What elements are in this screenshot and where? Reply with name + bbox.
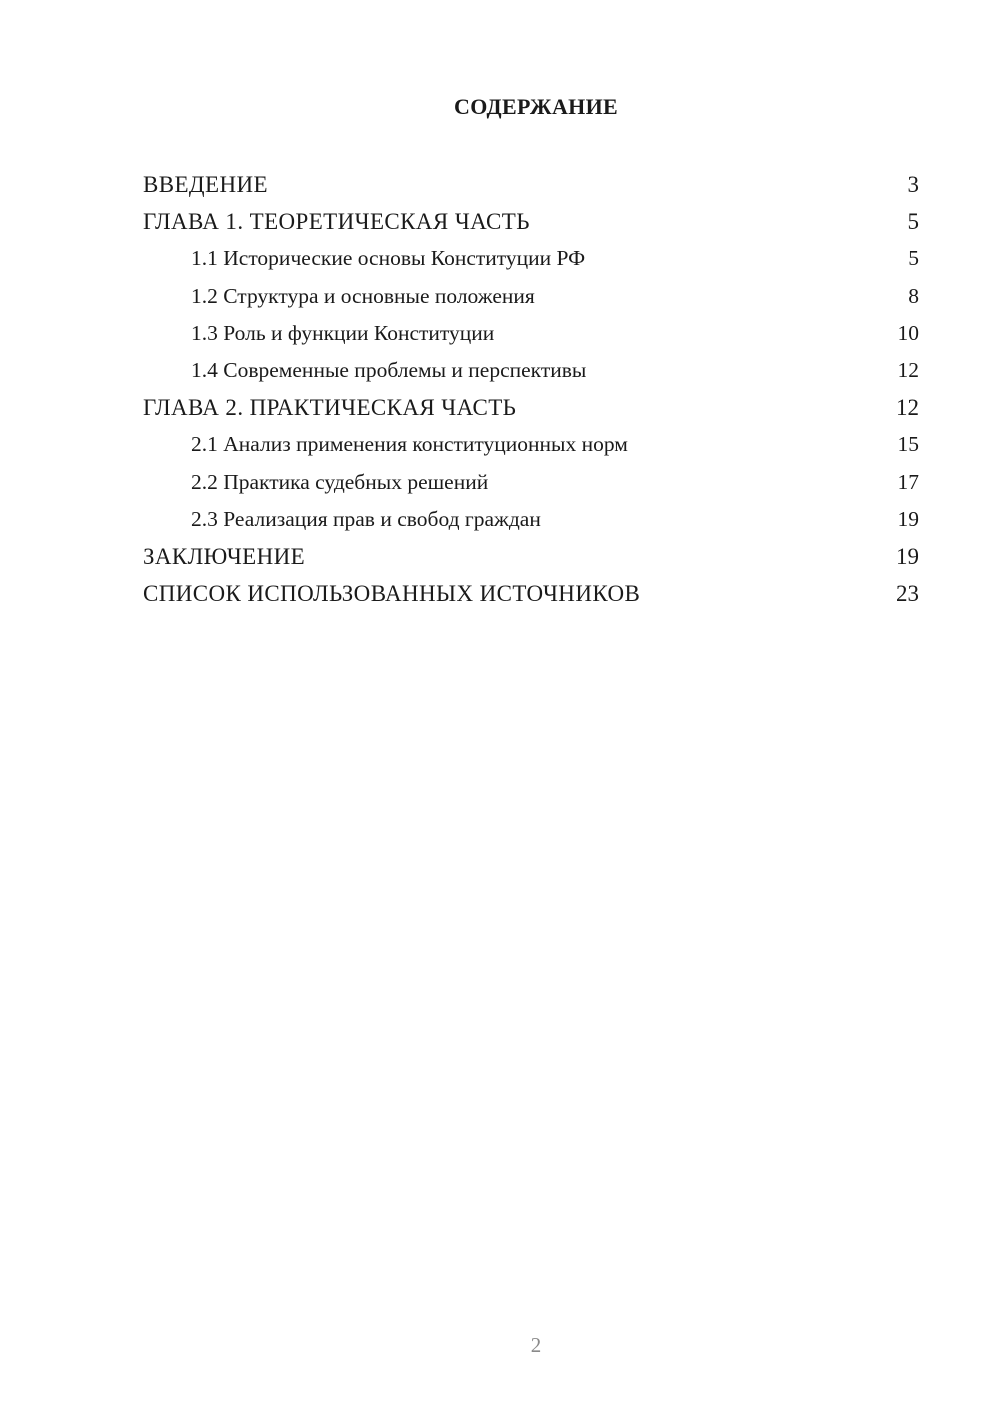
page-number: 2 (530, 1333, 542, 1357)
toc-entry-page-number: 19 (897, 506, 919, 531)
toc-entry-section-1-2[interactable] (143, 278, 919, 315)
toc-entry-label: 1.1 Исторические основы Конституции РФ (191, 246, 586, 271)
toc-entry-section-1-3[interactable] (143, 315, 919, 352)
toc-entry-label: 2.2 Практика судебных решений (191, 469, 489, 494)
toc-entry-chapter-2[interactable] (143, 389, 919, 426)
toc-entry-page-number: 5 (908, 246, 919, 271)
toc-entry-label: 1.3 Роль и функции Конституции (191, 320, 495, 345)
toc-entry-label: 1.4 Современные проблемы и перспективы (191, 357, 587, 382)
toc-entry-references[interactable] (143, 575, 919, 612)
table-of-contents (143, 166, 919, 612)
toc-entry-label: 1.2 Структура и основные положения (191, 283, 535, 308)
toc-entry-page-number: 5 (907, 209, 919, 235)
toc-entry-page-number: 10 (897, 320, 919, 345)
toc-entry-page-number: 8 (908, 283, 919, 308)
toc-entry-page-number: 15 (897, 432, 919, 457)
toc-entry-page-number: 3 (907, 172, 919, 197)
toc-entry-page-number: 12 (897, 357, 919, 382)
toc-entry-label: 2.3 Реализация прав и свобод граждан (191, 506, 541, 531)
toc-entry-label: ГЛАВА 2. ПРАКТИЧЕСКАЯ ЧАСТЬ (143, 395, 517, 421)
page-title: СОДЕРЖАНИЕ (454, 94, 618, 119)
toc-entry-section-1-1[interactable] (143, 240, 919, 277)
toc-entry-section-2-3[interactable] (143, 501, 919, 538)
toc-entry-section-2-2[interactable] (143, 464, 919, 501)
toc-entry-page-number: 23 (896, 581, 919, 607)
toc-entry-section-2-1[interactable] (143, 426, 919, 463)
toc-entry-introduction[interactable] (143, 166, 919, 203)
toc-entry-label: СПИСОК ИСПОЛЬЗОВАННЫХ ИСТОЧНИКОВ (143, 581, 641, 607)
toc-entry-page-number: 19 (896, 543, 919, 569)
toc-entry-section-1-4[interactable] (143, 352, 919, 389)
toc-entry-chapter-1[interactable] (143, 203, 919, 240)
toc-entry-conclusion[interactable] (143, 538, 919, 575)
toc-entry-label: ГЛАВА 1. ТЕОРЕТИЧЕСКАЯ ЧАСТЬ (143, 209, 530, 235)
toc-entry-label: 2.1 Анализ применения конституционных норм (191, 432, 628, 457)
toc-entry-label: ЗАКЛЮЧЕНИЕ (143, 543, 306, 569)
toc-entry-label: ВВЕДЕНИЕ (143, 172, 268, 197)
toc-entry-page-number: 12 (896, 395, 919, 421)
toc-entry-page-number: 17 (897, 469, 919, 494)
